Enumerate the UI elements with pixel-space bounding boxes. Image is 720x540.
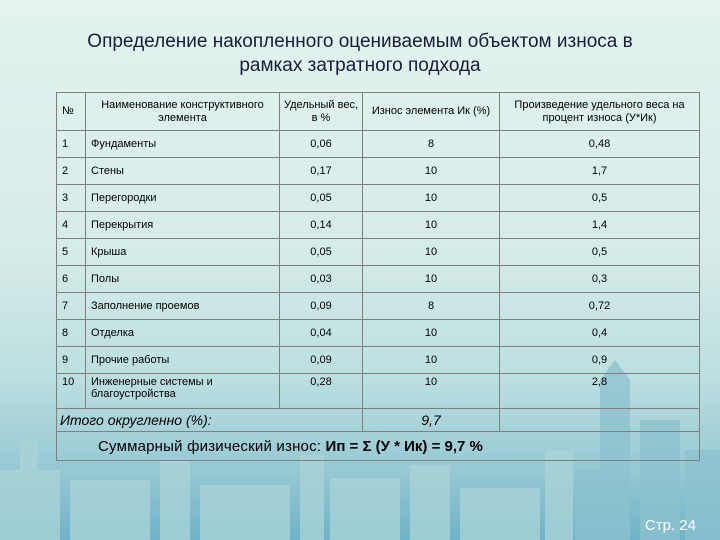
table-row (57, 212, 700, 239)
cell-product: 1,7 (500, 158, 700, 185)
cell-wear: 10 (363, 320, 500, 347)
cell-product: 1,4 (500, 212, 700, 239)
cell-wear: 10 (363, 347, 500, 374)
cell-name: Отделка (86, 320, 280, 347)
cell-product: 0,48 (500, 131, 700, 158)
cell-wear: 10 (363, 158, 500, 185)
page-number: Стр. 24 (644, 517, 696, 534)
cell-name: Прочие работы (86, 347, 280, 374)
cell-name: Фундаменты (86, 131, 280, 158)
table-row (57, 374, 700, 409)
total-value: 9,7 (363, 409, 500, 432)
header-weight: Удельный вес, в % (280, 93, 363, 131)
wear-table (56, 92, 700, 461)
cell-name: Крыша (86, 239, 280, 266)
cell-wear: 10 (363, 266, 500, 293)
table-row (57, 293, 700, 320)
cell-product: 0,4 (500, 320, 700, 347)
cell-name: Стены (86, 158, 280, 185)
cell-no: 10 (57, 374, 86, 409)
table-row (57, 185, 700, 212)
cell-no: 7 (57, 293, 86, 320)
title-line-2: рамках затратного подхода (239, 55, 481, 76)
header-name: Наименование конструктивного элемента (86, 93, 280, 131)
cell-weight: 0,05 (280, 239, 363, 266)
summary-text: Суммарный физический износ: (98, 437, 326, 455)
cell-name: Инженерные системы и благоустройства (86, 374, 280, 409)
cell-weight: 0,17 (280, 158, 363, 185)
cell-weight: 0,03 (280, 266, 363, 293)
table-header-row (57, 93, 700, 131)
cell-weight: 0,14 (280, 212, 363, 239)
cell-weight: 0,05 (280, 185, 363, 212)
total-label: Итого округленно (%): (57, 409, 363, 432)
total-empty (500, 409, 700, 432)
cell-weight: 0,04 (280, 320, 363, 347)
cell-product: 2,8 (500, 374, 700, 409)
cell-product: 0,9 (500, 347, 700, 374)
cell-wear: 10 (363, 374, 500, 409)
cell-name: Заполнение проемов (86, 293, 280, 320)
cell-no: 4 (57, 212, 86, 239)
table-row (57, 266, 700, 293)
cell-wear: 10 (363, 239, 500, 266)
cell-product: 0,72 (500, 293, 700, 320)
cell-name: Перекрытия (86, 212, 280, 239)
cell-no: 5 (57, 239, 86, 266)
cell-no: 2 (57, 158, 86, 185)
cell-no: 3 (57, 185, 86, 212)
cell-wear: 10 (363, 185, 500, 212)
cell-product: 0,3 (500, 266, 700, 293)
cell-weight: 0,06 (280, 131, 363, 158)
cell-product: 0,5 (500, 185, 700, 212)
cell-weight: 0,09 (280, 347, 363, 374)
cell-no: 6 (57, 266, 86, 293)
header-product: Произведение удельного веса на процент износа (У*Ик) (500, 93, 700, 131)
cell-wear: 8 (363, 131, 500, 158)
table-row (57, 131, 700, 158)
table-row (57, 158, 700, 185)
cell-weight: 0,28 (280, 374, 363, 409)
cell-wear: 8 (363, 293, 500, 320)
cell-weight: 0,09 (280, 293, 363, 320)
table-row (57, 320, 700, 347)
cell-no: 1 (57, 131, 86, 158)
cell-no: 8 (57, 320, 86, 347)
cell-name: Полы (86, 266, 280, 293)
cell-product: 0,5 (500, 239, 700, 266)
header-wear: Износ элемента Ик (%) (363, 93, 500, 131)
total-row (57, 409, 700, 432)
cell-wear: 10 (363, 212, 500, 239)
table-row (57, 239, 700, 266)
summary-cell (57, 432, 700, 461)
cell-name: Перегородки (86, 185, 280, 212)
cell-no: 9 (57, 347, 86, 374)
summary-row (57, 432, 700, 461)
page-title (40, 30, 680, 78)
table-row (57, 347, 700, 374)
title-line-1: Определение накопленного оцениваемым объектом износа в (87, 31, 633, 52)
summary-formula: Ип = Σ (У * Ик) = 9,7 % (325, 437, 483, 455)
header-no: № (57, 93, 86, 131)
